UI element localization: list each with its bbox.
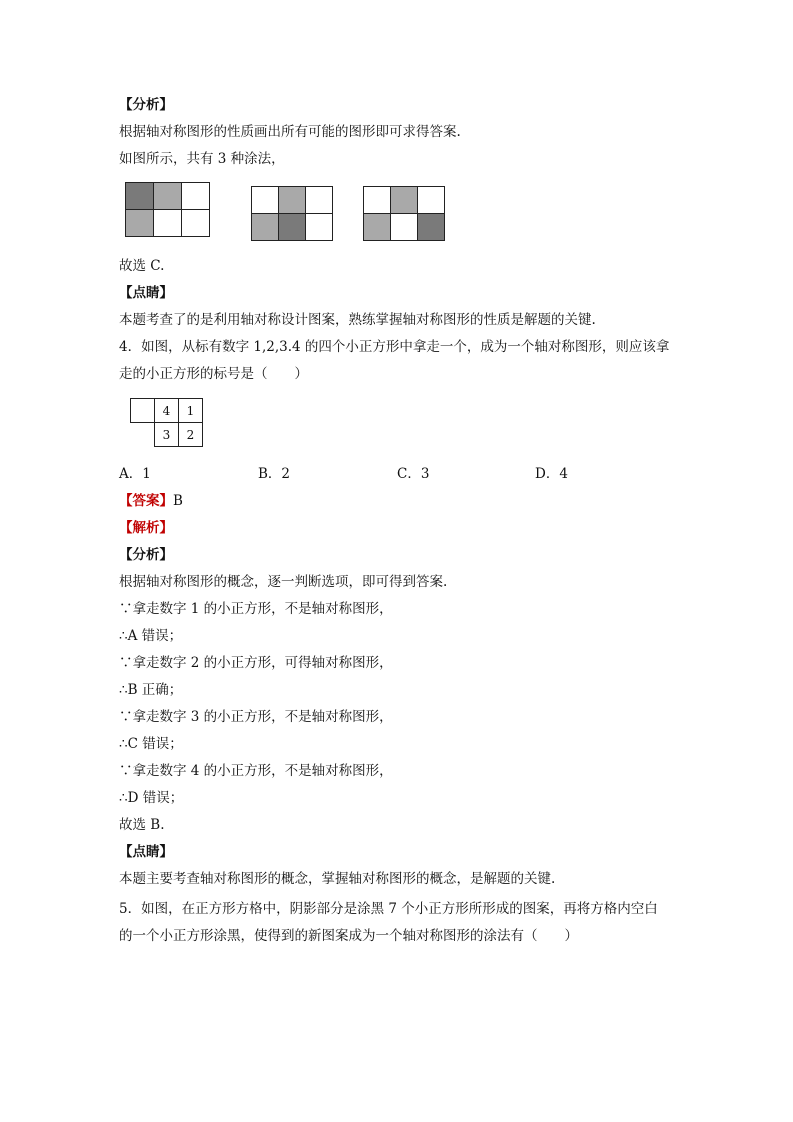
grid-cell-3: 3 <box>155 423 179 447</box>
q4-analysis-line: ∵拿走数字 4 的小正方形，不是轴对称图形， <box>119 763 393 779</box>
q4-analysis-line: ∵拿走数字 1 的小正方形，不是轴对称图形， <box>119 601 393 617</box>
analysis-text: 根据轴对称图形的性质画出所有可能的图形即可求得答案. <box>119 124 461 140</box>
q4-stem-line2: 走的小正方形的标号是（ ） <box>119 366 308 382</box>
q4-analysis-heading: 【分析】 <box>119 547 173 563</box>
grid-cell <box>126 210 154 237</box>
grid-cell <box>182 183 210 210</box>
q4-analysis-line: ∵拿走数字 3 的小正方形，不是轴对称图形， <box>119 709 393 725</box>
option-a: A．1 <box>119 466 151 482</box>
grid-cell <box>182 210 210 237</box>
coloring-figure-2 <box>251 186 333 241</box>
grid-cell <box>418 214 445 241</box>
q4-analysis-line: ∴D 错误； <box>119 790 184 806</box>
answer-value: B <box>173 493 183 509</box>
coloring-figure-1 <box>125 182 210 237</box>
grid-cell-1: 1 <box>179 399 203 423</box>
q4-analysis-line: 根据轴对称图形的概念，逐一判断选项，即可得到答案. <box>119 574 448 590</box>
grid-cell-blank <box>131 399 155 423</box>
comment-heading: 【点睛】 <box>119 285 173 301</box>
grid-cell <box>279 187 306 214</box>
grid-cell <box>391 214 418 241</box>
option-b: B．2 <box>258 466 291 482</box>
figure-intro: 如图所示，共有 3 种涂法， <box>119 151 285 167</box>
grid-cell <box>418 187 445 214</box>
grid-cell-4: 4 <box>155 399 179 423</box>
q5-stem-line1: 5．如图，在正方形方格中，阴影部分是涂黑 7 个小正方形所形成的图案，再将方格内空白 <box>119 901 658 917</box>
answer-label: 【答案】 <box>119 493 173 509</box>
analysis-heading: 【分析】 <box>119 97 173 113</box>
q5-stem-line2: 的一个小正方形涂黑，使得到的新图案成为一个轴对称图形的涂法有（ ） <box>119 928 578 944</box>
solution-heading: 【解析】 <box>119 520 173 536</box>
q4-analysis-line: ∴C 错误； <box>119 736 183 752</box>
grid-cell <box>154 210 182 237</box>
coloring-figure-3 <box>363 186 445 241</box>
grid-cell <box>252 187 279 214</box>
q4-stem-line1: 4．如图，从标有数字 1,2,3.4 的四个小正方形中拿走一个，成为一个轴对称图形，则应该拿 <box>119 339 670 355</box>
grid-cell <box>279 214 306 241</box>
grid-cell <box>364 187 391 214</box>
q4-analysis-line: ∵拿走数字 2 的小正方形，可得轴对称图形， <box>119 655 393 671</box>
q4-comment-text: 本题主要考查轴对称图形的概念，掌握轴对称图形的概念，是解题的关键. <box>119 871 556 887</box>
grid-cell <box>252 214 279 241</box>
q4-analysis-line: ∴A 错误； <box>119 628 183 644</box>
grid-cell <box>126 183 154 210</box>
grid-cell <box>306 214 333 241</box>
grid-cell <box>364 214 391 241</box>
q4-comment-heading: 【点睛】 <box>119 844 173 860</box>
grid-empty <box>131 423 155 447</box>
grid-cell <box>154 183 182 210</box>
grid-cell-2: 2 <box>179 423 203 447</box>
option-c: C．3 <box>397 466 430 482</box>
q4-analysis-line: ∴B 正确； <box>119 682 183 698</box>
q4-analysis-line: 故选 B. <box>119 817 165 833</box>
answer-line <box>119 492 183 510</box>
option-d: D．4 <box>535 466 568 482</box>
q4-figure <box>130 398 203 447</box>
comment-text: 本题考查了的是利用轴对称设计图案，熟练掌握轴对称图形的性质是解题的关键. <box>119 312 596 328</box>
grid-cell <box>391 187 418 214</box>
grid-cell <box>306 187 333 214</box>
conclusion-text: 故选 C. <box>119 258 165 274</box>
